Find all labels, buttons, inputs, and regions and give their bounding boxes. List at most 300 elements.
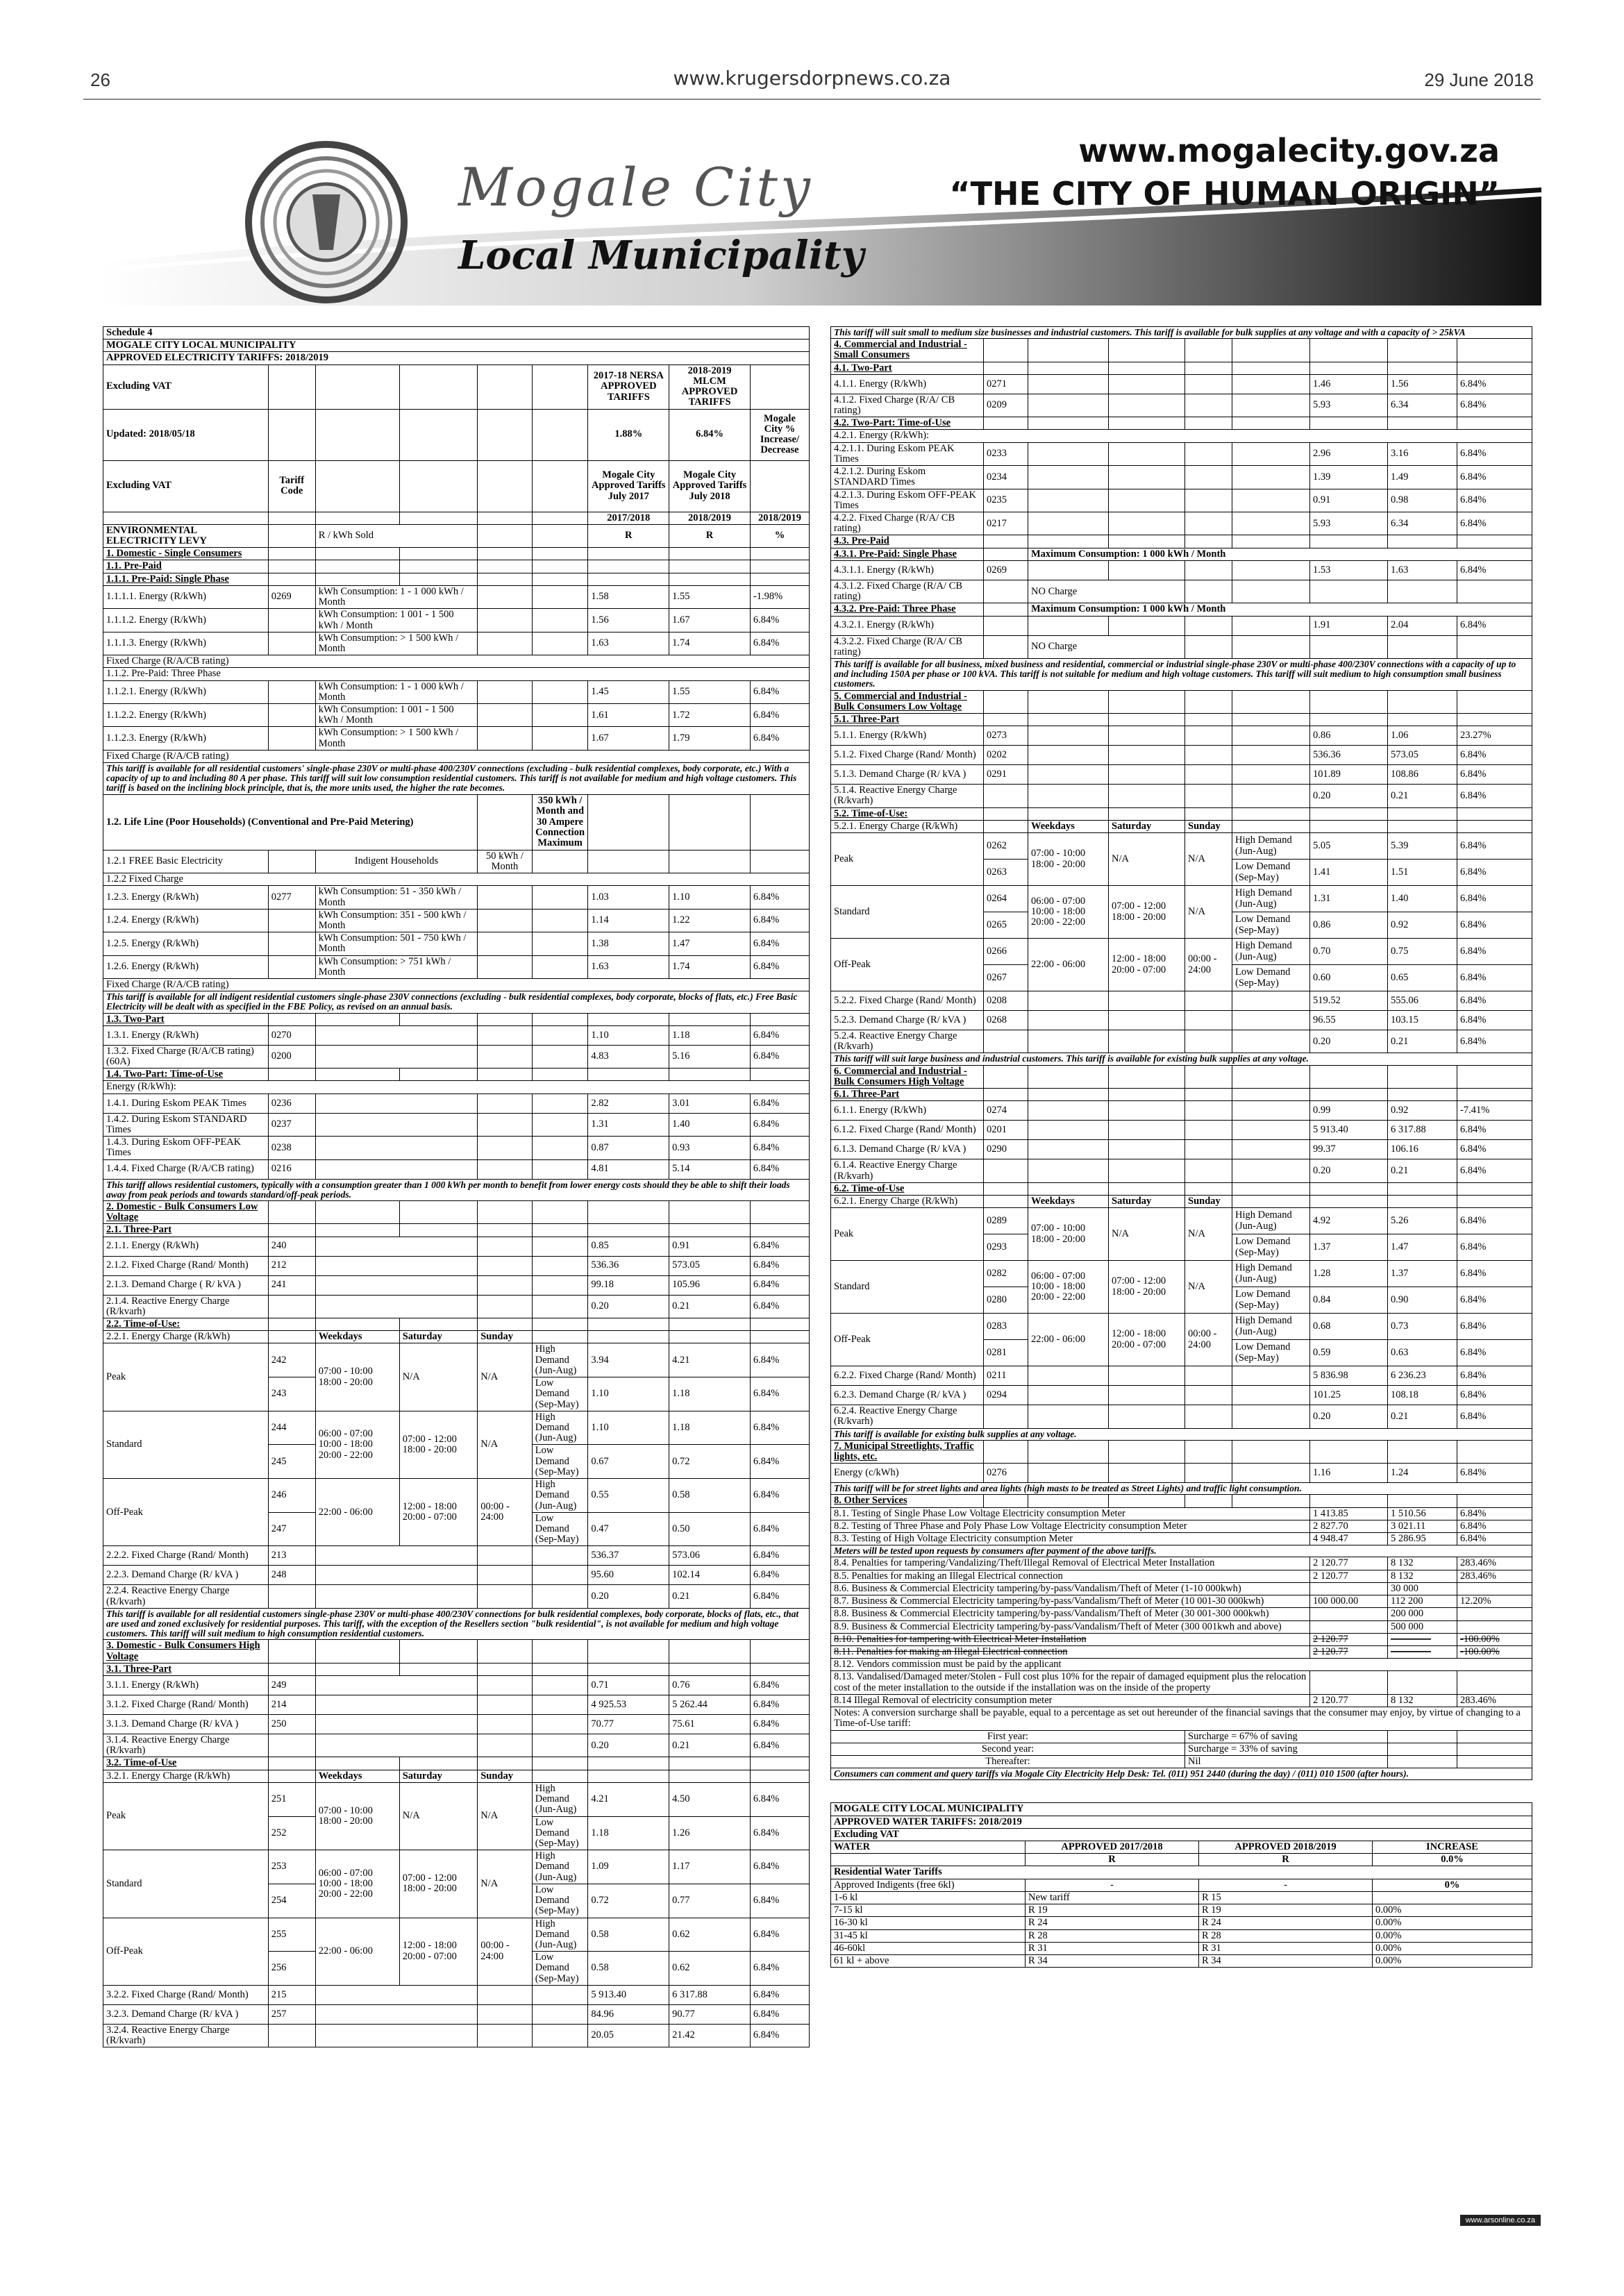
empty-cell <box>1185 765 1232 785</box>
tariff-2018: 1.67 <box>669 609 751 632</box>
tariff-code: 242 <box>268 1343 315 1377</box>
tariff-increase: 6.84% <box>750 1343 809 1377</box>
empty-cell <box>1185 394 1232 417</box>
tariff-increase: 6.84% <box>1457 1121 1532 1140</box>
tariff-code: 0289 <box>984 1208 1028 1234</box>
tariff-increase: 6.84% <box>1457 1234 1532 1261</box>
empty-cell <box>750 1331 809 1343</box>
tariff-increase: 6.84% <box>1457 746 1532 765</box>
water-increase <box>1373 1891 1532 1904</box>
demand-season: Low Demand (Sep-May) <box>1232 860 1310 886</box>
empty-cell <box>315 1757 399 1770</box>
water-increase: 0.00% <box>1373 1917 1532 1929</box>
indigent-2018: - <box>1199 1879 1373 1891</box>
tariff-2017: 1 413.85 <box>1310 1507 1388 1520</box>
site-url[interactable]: www.krugersdorpnews.co.za <box>673 67 951 90</box>
tariff-2017: 0.60 <box>1310 965 1388 991</box>
tou-period: Standard <box>103 1850 269 1918</box>
service-name: 8.6. Business & Commercial Electricity tampering/by-pass/Vandalism/Theft of Meter (1-10 000kwh) <box>831 1582 1310 1595</box>
water-unit-increase: 0.0% <box>1373 1854 1532 1866</box>
tariff-name: 1.1.2.3. Energy (R/kWh) <box>103 727 269 750</box>
tariff-2018: 6 236.23 <box>1388 1366 1457 1386</box>
tariff-increase <box>1457 1608 1532 1620</box>
empty-cell <box>750 1757 809 1770</box>
consumption-band <box>315 1566 478 1585</box>
empty-cell <box>478 560 533 573</box>
empty-cell <box>1310 535 1388 548</box>
tariff-increase: 6.84% <box>1457 1507 1532 1520</box>
excl-vat-label: Excluding VAT <box>103 364 269 409</box>
label-row <box>103 668 810 680</box>
year-2: 2018/2019 <box>669 512 751 524</box>
empty-cell <box>1185 1101 1232 1121</box>
table-row <box>831 548 1532 560</box>
tariff-2017: 2 120.77 <box>1310 1557 1388 1570</box>
tariff-code: 257 <box>268 2004 315 2024</box>
empty-cell <box>478 1757 533 1770</box>
table-row <box>103 1113 810 1136</box>
rand-header-2: R <box>669 524 751 547</box>
empty-cell <box>1232 1405 1310 1428</box>
tariff-2018: 1.55 <box>669 585 751 608</box>
empty-cell <box>1388 580 1457 603</box>
tariff-increase: 6.84% <box>1457 833 1532 860</box>
empty-cell <box>588 1331 669 1343</box>
empty-cell <box>1028 991 1109 1011</box>
env-levy-unit: R / kWh Sold <box>315 524 478 547</box>
demand-season: Low Demand (Sep-May) <box>532 1445 588 1479</box>
tariff-2017: 95.60 <box>588 1566 669 1585</box>
updated-label: Updated: 2018/05/18 <box>103 409 269 460</box>
sunday-hours: N/A <box>478 1850 533 1918</box>
tariff-2018: 8 132 <box>1388 1557 1457 1570</box>
tariff-code: 0294 <box>984 1386 1028 1405</box>
weekdays-header: Weekdays <box>1028 820 1109 832</box>
note-row <box>103 1179 810 1200</box>
tariff-2018: 1 510.56 <box>1388 1507 1457 1520</box>
empty-cell <box>1457 417 1532 430</box>
label-row <box>103 750 810 762</box>
demand-season: High Demand (Jun-Aug) <box>1232 1314 1310 1340</box>
section-heading: 2.1. Three-Part <box>103 1224 269 1237</box>
empty-cell <box>984 362 1028 374</box>
tariff-2018: 6 317.88 <box>1388 1121 1457 1140</box>
empty-cell <box>478 1566 533 1585</box>
empty-cell <box>1028 362 1109 374</box>
tariff-2018: 5.16 <box>669 1045 751 1068</box>
tariff-increase: 6.84% <box>1457 1386 1532 1405</box>
section-row <box>103 573 810 585</box>
demand-season: Low Demand (Sep-May) <box>1232 912 1310 939</box>
empty-cell <box>1109 765 1185 785</box>
table-row <box>831 1671 1532 1694</box>
tariff-2018: 1.74 <box>669 632 751 655</box>
tariff-code: 0209 <box>984 394 1028 417</box>
right-column <box>830 326 1532 1968</box>
section-row <box>831 1089 1532 1101</box>
tariff-increase: 6.84% <box>750 1295 809 1318</box>
tariff-2017: 0.20 <box>1310 1405 1388 1428</box>
empty-cell <box>750 548 809 560</box>
municipality-website[interactable]: www.mogalecity.gov.za <box>1078 132 1500 169</box>
empty-cell <box>1028 466 1109 489</box>
tariff-code: 0274 <box>984 1101 1028 1121</box>
empty-cell <box>532 560 588 573</box>
empty-cell <box>1109 1495 1185 1507</box>
weekdays-header: Weekdays <box>1028 1195 1109 1207</box>
tariff-increase: 6.84% <box>750 1566 809 1585</box>
tariff-increase: 6.84% <box>750 1715 809 1734</box>
tariff-2017: 0.47 <box>588 1512 669 1546</box>
empty-cell <box>478 609 533 632</box>
tariff-2017: 2.96 <box>1310 442 1388 465</box>
sunday-header: Sunday <box>478 1331 533 1343</box>
water-band: 31-45 kl <box>831 1929 1026 1942</box>
empty-cell <box>1310 713 1388 726</box>
section-row <box>103 1663 810 1675</box>
tariff-2017: 1.63 <box>588 632 669 655</box>
tariff-increase: 6.84% <box>1457 512 1532 535</box>
section-row <box>103 1640 810 1663</box>
free-basic-qty: 50 kWh / Month <box>478 850 533 873</box>
empty-cell <box>1185 1495 1232 1507</box>
tou-row <box>831 1208 1532 1234</box>
tariff-2017: 4 925.53 <box>588 1695 669 1715</box>
tou-period: Standard <box>103 1411 269 1478</box>
empty-cell <box>532 1757 588 1770</box>
table-row <box>831 603 1532 616</box>
tariff-2018: ———— <box>1388 1645 1457 1658</box>
tariff-2017: 0.86 <box>1310 912 1388 939</box>
empty-cell <box>1232 1159 1310 1182</box>
empty-cell <box>1232 1030 1310 1053</box>
tariff-2017: 0.67 <box>588 1445 669 1479</box>
empty-cell <box>1028 1011 1109 1030</box>
empty-cell <box>532 1676 588 1695</box>
empty-cell <box>478 955 533 978</box>
empty-cell <box>1185 374 1232 394</box>
tariff-increase: 283.46% <box>1457 1694 1532 1707</box>
empty-cell <box>750 850 809 873</box>
tariff-2017: 1.09 <box>588 1850 669 1884</box>
tariff-name: 6.1.1. Energy (R/kWh) <box>831 1101 984 1121</box>
section-row <box>831 690 1532 713</box>
tariff-2018: 4.21 <box>669 1343 751 1377</box>
tariff-code <box>984 1030 1028 1053</box>
empty-cell <box>268 1331 315 1343</box>
empty-cell <box>1457 1495 1532 1507</box>
tariff-code: 0270 <box>268 1025 315 1045</box>
tariff-2018: 21.42 <box>669 2024 751 2047</box>
empty-cell <box>750 794 809 850</box>
tariff-2018: 0.62 <box>669 1952 751 1986</box>
tariff-increase: 6.84% <box>750 1985 809 2004</box>
tariff-2018: 573.05 <box>1388 746 1457 765</box>
tariff-2017: 2 827.70 <box>1310 1520 1388 1532</box>
tariff-code: 215 <box>268 1985 315 2004</box>
tariff-2017: 1.31 <box>1310 886 1388 912</box>
empty-cell <box>750 1318 809 1331</box>
tou-row <box>103 1918 810 1952</box>
table-row <box>831 765 1532 785</box>
demand-season: Low Demand (Sep-May) <box>532 1512 588 1546</box>
empty-cell <box>1232 746 1310 765</box>
col-2018-19: 2018-2019 MLCM APPROVED TARIFFS <box>669 364 751 409</box>
service-name-struck: 8.11. Penalties for making an Illegal Electrical connection <box>831 1645 1310 1658</box>
tariff-name: 5.1.4. Reactive Energy Charge (R/kvarh) <box>831 785 984 807</box>
table-row <box>831 1633 1532 1645</box>
tariff-code <box>984 1159 1028 1182</box>
sunday-hours: N/A <box>478 1411 533 1478</box>
empty-cell <box>1232 1121 1310 1140</box>
tariff-code <box>268 1734 315 1757</box>
empty-cell <box>478 909 533 932</box>
tariff-2017: 0.99 <box>1310 1101 1388 1121</box>
tariff-note: This tariff is available for all residential customers single-phase 230V or multi-phase 400/230V connections for bulk residential complexes, body corporate, blocks of flats, etc., that are used and zoned exclusively for residential purposes. This tariff, with the exception of the Resellers section "bulk residential", is not available for medium and high voltage customers. This tariff will suit medium to high consumption residential customers. <box>103 1608 810 1640</box>
empty-cell <box>1109 512 1185 535</box>
empty-cell <box>1388 362 1457 374</box>
section-heading: 1. Domestic - Single Consumers <box>103 548 269 560</box>
tariff-name: 6.2.2. Fixed Charge (Rand/ Month) <box>831 1366 984 1386</box>
tariff-name: 3.2.3. Demand Charge (R/ kVA ) <box>103 2004 269 2024</box>
tariff-increase: 6.84% <box>1457 1261 1532 1287</box>
note-row <box>831 1428 1532 1440</box>
tariff-2018: 573.05 <box>669 1256 751 1275</box>
tariff-2018: 0.77 <box>669 1884 751 1918</box>
empty-cell <box>1028 535 1109 548</box>
empty-cell <box>478 573 533 585</box>
empty-cell <box>669 1224 751 1237</box>
service-name: 8.13. Vandalised/Damaged meter/Stolen - Full cost plus 10% for the repair of damaged equipment plus the relocation cost of the meter installation to the outside if the installation was on the inside of the property <box>831 1671 1310 1694</box>
empty-cell <box>1310 1440 1388 1463</box>
empty-cell <box>532 1985 588 2004</box>
tariff-code: 241 <box>268 1275 315 1295</box>
tariff-code: 243 <box>268 1377 315 1411</box>
empty-cell <box>1185 1464 1232 1483</box>
tariff-increase: 6.84% <box>750 1816 809 1850</box>
demand-season: Low Demand (Sep-May) <box>1232 1234 1310 1261</box>
tou-period: Peak <box>103 1343 269 1411</box>
tou-row <box>831 939 1532 965</box>
tariff-2017: 0.85 <box>588 1237 669 1256</box>
empty-cell <box>532 1025 588 1045</box>
empty-cell <box>1232 820 1310 832</box>
empty-cell <box>532 1224 588 1237</box>
empty-cell <box>1028 1089 1109 1101</box>
empty-cell <box>1232 580 1310 603</box>
empty-cell <box>268 1069 315 1081</box>
tariff-2017: 5.93 <box>1310 512 1388 535</box>
water-2017: R 24 <box>1026 1917 1199 1929</box>
lifeline-title: 1.2. Life Line (Poor Households) (Conventional and Pre-Paid Metering) <box>103 794 478 850</box>
table-row <box>831 560 1532 580</box>
plain-label: Fixed Charge (R/A/CB rating) <box>103 979 810 991</box>
water-col-water: WATER <box>831 1841 1026 1853</box>
empty-cell <box>1109 1366 1185 1386</box>
tariff-2017: 1.14 <box>588 909 669 932</box>
empty-cell <box>1310 807 1388 820</box>
tariff-code <box>268 909 315 932</box>
tou-period: Peak <box>831 833 984 886</box>
empty-cell <box>1310 1495 1388 1507</box>
empty-cell <box>532 1715 588 1734</box>
indigent-label: Approved Indigents (free 6kl) <box>831 1879 1026 1891</box>
empty-cell <box>1232 1386 1310 1405</box>
indigent-2017: - <box>1026 1879 1199 1891</box>
table-row <box>103 1546 810 1566</box>
consumption-band <box>315 2024 478 2047</box>
tariff-increase: 6.84% <box>1457 1314 1532 1340</box>
section-heading: 3. Domestic - Bulk Consumers High Voltage <box>103 1640 269 1663</box>
section-row <box>103 548 810 560</box>
table-row <box>831 746 1532 765</box>
tariff-2018: ———— <box>1388 1633 1457 1645</box>
tariff-2018: 3.16 <box>1388 442 1457 465</box>
tariff-2018: 75.61 <box>669 1715 751 1734</box>
tariff-code: 0216 <box>268 1159 315 1179</box>
empty-cell <box>268 1770 315 1782</box>
empty-cell <box>1388 417 1457 430</box>
empty-cell <box>532 1113 588 1136</box>
demand-season: High Demand (Jun-Aug) <box>532 1343 588 1377</box>
empty-cell <box>399 548 478 560</box>
tariff-name: 4.2.2. Fixed Charge (R/A/ CB rating) <box>831 512 984 535</box>
water-increase: 0.00% <box>1373 1942 1532 1954</box>
tariff-note: This tariff is available for existing bulk supplies at any voltage. <box>831 1428 1532 1440</box>
july-2018-header: Mogale City Approved Tariffs July 2018 <box>669 460 751 512</box>
empty-cell <box>532 1159 588 1179</box>
empty-cell <box>1310 362 1388 374</box>
weekday-hours: 06:00 - 07:00 10:00 - 18:00 20:00 - 22:00 <box>315 1850 399 1918</box>
water-2018: R 24 <box>1199 1917 1373 1929</box>
tariff-name: 1.2.3. Energy (R/kWh) <box>103 886 269 909</box>
section-row <box>831 339 1532 362</box>
sunday-hours: N/A <box>478 1782 533 1850</box>
tou-period: Standard <box>831 886 984 939</box>
water-band: 46-60kl <box>831 1942 1026 1954</box>
empty-cell <box>478 1985 533 2004</box>
tariff-name: 1.3.1. Energy (R/kWh) <box>103 1025 269 1045</box>
section-heading: 2.2. Time-of-Use: <box>103 1318 269 1331</box>
tariff-increase: 6.84% <box>1457 466 1532 489</box>
table-row <box>103 1237 810 1256</box>
tariff-2018: 1.22 <box>669 909 751 932</box>
table-row <box>103 704 810 727</box>
label-row <box>103 1081 810 1093</box>
empty-cell <box>1028 339 1109 362</box>
tariff-name: 3.1.4. Reactive Energy Charge (R/kvarh) <box>103 1734 269 1757</box>
sunday-hours: N/A <box>1185 1208 1232 1261</box>
tariff-2017: 1.10 <box>588 1025 669 1045</box>
tariff-name: 6.1.2. Fixed Charge (Rand/ Month) <box>831 1121 984 1140</box>
empty-cell <box>588 794 669 850</box>
section-heading: 6. Commercial and Industrial - Bulk Consumers High Voltage <box>831 1065 984 1088</box>
empty-cell <box>1232 1464 1310 1483</box>
tariff-name: 5.2.3. Demand Charge (R/ kVA ) <box>831 1011 984 1030</box>
tariff-code: 0273 <box>984 726 1028 746</box>
consumption-band: kWh Consumption: > 751 kWh / Month <box>315 955 478 978</box>
section-row <box>103 1200 810 1223</box>
table-row <box>103 609 810 632</box>
table-row <box>103 1715 810 1734</box>
empty-cell <box>1388 339 1457 362</box>
tariff-increase: 6.84% <box>1457 616 1532 635</box>
section-row <box>103 1757 810 1770</box>
tariff-2018: 1.56 <box>1388 374 1457 394</box>
tariff-increase: 6.84% <box>750 1025 809 1045</box>
tariff-code: 247 <box>268 1512 315 1546</box>
tariff-name: 4.3.2.2. Fixed Charge (R/A/ CB rating) <box>831 635 984 658</box>
tariff-increase: -100.00% <box>1457 1633 1532 1645</box>
empty-cell <box>1185 690 1232 713</box>
demand-season: Low Demand (Sep-May) <box>532 1377 588 1411</box>
tou-row <box>103 1850 810 1884</box>
tariff-name: 3.2.4. Reactive Energy Charge (R/kvarh) <box>103 2024 269 2047</box>
demand-season: High Demand (Jun-Aug) <box>532 1918 588 1952</box>
empty-cell <box>1232 1140 1310 1159</box>
empty-cell <box>1232 1440 1310 1463</box>
tariff-code: 245 <box>268 1445 315 1479</box>
empty-cell <box>1232 1065 1310 1088</box>
table-row <box>103 1137 810 1159</box>
empty-cell <box>588 1318 669 1331</box>
max-consumption: Maximum Consumption: 1 000 kWh / Month <box>1028 548 1532 560</box>
empty-cell <box>588 850 669 873</box>
tariff-2018: 105.96 <box>669 1275 751 1295</box>
tariff-name: 6.2.4. Reactive Energy Charge (R/kvarh) <box>831 1405 984 1428</box>
sunday-hours: 00:00 - 24:00 <box>1185 939 1232 991</box>
empty-cell <box>399 1200 478 1223</box>
empty-cell <box>984 603 1028 616</box>
table-row <box>103 1734 810 1757</box>
tariff-2018: 2.04 <box>1388 616 1457 635</box>
empty-cell <box>1232 807 1310 820</box>
tariff-code: 0234 <box>984 466 1028 489</box>
empty-cell <box>1028 1366 1109 1386</box>
tariff-name: 1.1.2.1. Energy (R/kWh) <box>103 680 269 703</box>
saturday-hours: 12:00 - 18:00 20:00 - 07:00 <box>399 1918 478 1985</box>
tariff-2017: 5 913.40 <box>1310 1121 1388 1140</box>
tariff-increase: 6.84% <box>1457 1159 1532 1182</box>
tariff-increase <box>1457 1620 1532 1633</box>
empty-cell <box>1109 1440 1185 1463</box>
water-org: MOGALE CITY LOCAL MUNICIPALITY <box>831 1803 1532 1816</box>
empty-cell <box>1185 1121 1232 1140</box>
empty-cell <box>1185 991 1232 1011</box>
empty-cell <box>315 560 399 573</box>
tariff-name: 4.3.1.2. Fixed Charge (R/A/ CB rating) <box>831 580 984 603</box>
tariff-2017 <box>1310 1620 1388 1633</box>
surcharge-period: Thereafter: <box>831 1755 1185 1768</box>
table-row <box>103 1676 810 1695</box>
empty-cell <box>1109 746 1185 765</box>
empty-cell <box>1388 1495 1457 1507</box>
tariff-note: This tariff will suit large business and industrial customers. This tariff is available for existing bulk supplies at any voltage. <box>831 1053 1532 1065</box>
empty-cell <box>1028 690 1109 713</box>
tou-row <box>831 833 1532 860</box>
empty-cell <box>1028 1495 1109 1507</box>
empty-cell <box>1109 807 1185 820</box>
empty-cell <box>478 1137 533 1159</box>
tariff-2018: 0.92 <box>1388 912 1457 939</box>
empty-cell <box>1388 1065 1457 1088</box>
tariff-2017: 5.05 <box>1310 833 1388 860</box>
surcharge-period: First year: <box>831 1730 1185 1743</box>
empty-cell <box>478 1256 533 1275</box>
tariff-code <box>268 2024 315 2047</box>
empty-cell <box>588 1663 669 1675</box>
tariff-2018: 1.40 <box>1388 886 1457 912</box>
